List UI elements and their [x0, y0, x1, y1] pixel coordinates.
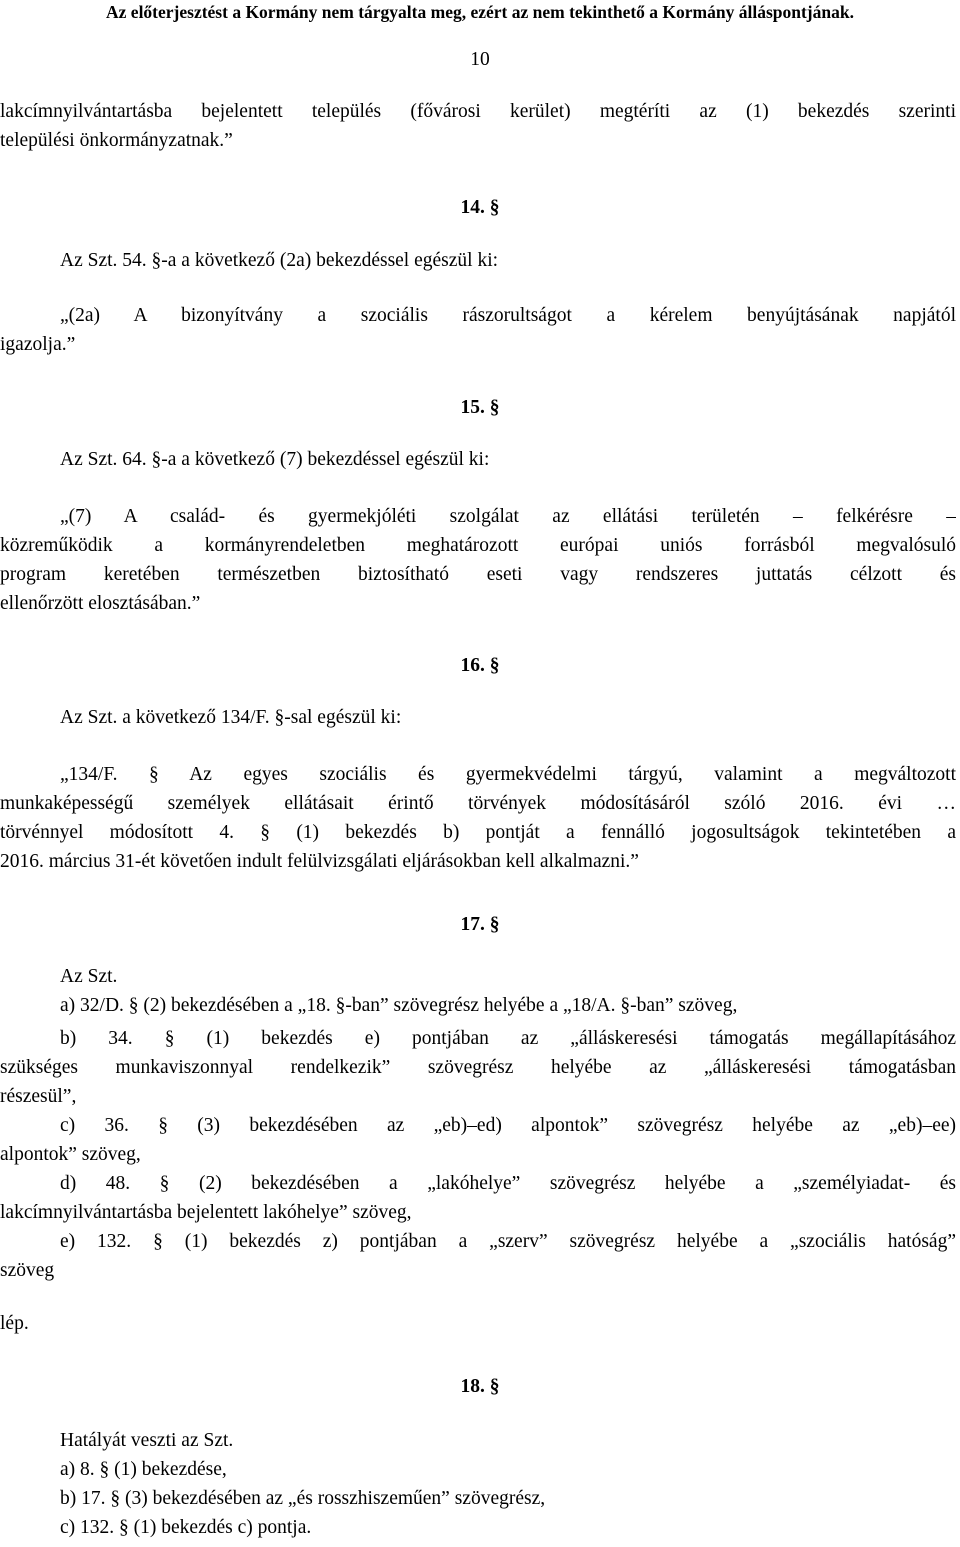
item-line: részesül”, — [0, 1086, 77, 1107]
item-line: c) 36. § (3) bekezdésében az „eb)–ed) alpontok” szövegrész helyébe az „eb)–ee) — [60, 1115, 956, 1136]
section-16-quote — [0, 760, 956, 876]
section-15-quote — [0, 502, 956, 618]
quote-line: közreműködik a kormányrendeletben meghatározott európai uniós forrásból megvalósuló — [0, 535, 956, 556]
page-number: 10 — [470, 49, 490, 70]
item-line: szükséges munkaviszonnyal rendelkezik” szövegrész helyébe az „álláskeresési támogatásban — [0, 1057, 956, 1078]
amendment-item-b — [0, 1024, 956, 1111]
item-line: alpontok” szöveg, — [0, 1144, 141, 1165]
section-16-lead: Az Szt. a következő 134/F. §-sal egészül ki: — [60, 707, 402, 728]
section-17-heading: 17. § — [460, 914, 500, 935]
intro-line: települési önkormányzatnak.” — [0, 130, 233, 151]
quote-line: ellenőrzött elosztásában.” — [0, 593, 201, 614]
repeal-item-b: b) 17. § (3) bekezdésében az „és rosszhiszeműen” szövegrész, — [60, 1488, 546, 1509]
item-line: szöveg — [0, 1260, 55, 1281]
item-line: lakcímnyilvántartásba bejelentett lakóhelye” szöveg, — [0, 1202, 412, 1223]
amendment-closing: lép. — [0, 1313, 29, 1334]
repeal-item-a: a) 8. § (1) bekezdése, — [60, 1459, 227, 1480]
repeal-item-c: c) 132. § (1) bekezdés c) pontja. — [60, 1517, 312, 1538]
section-16-heading: 16. § — [460, 655, 500, 676]
section-15-heading: 15. § — [460, 397, 500, 418]
intro-paragraph — [0, 97, 956, 155]
quote-line: „(2a) A bizonyítvány a szociális rászorultságot a kérelem benyújtásának napjától — [60, 305, 956, 326]
amendment-item-e — [0, 1227, 956, 1285]
amendment-item-d — [0, 1169, 956, 1227]
section-15-lead: Az Szt. 64. §-a a következő (7) bekezdéssel egészül ki: — [60, 449, 490, 470]
quote-line: 2016. március 31-ét követően indult felülvizsgálati eljárásokban kell alkalmazni.” — [0, 851, 639, 872]
quote-line: „(7) A család- és gyermekjóléti szolgálat az ellátási területén – felkérésre – — [60, 506, 956, 527]
amendment-item-c — [0, 1111, 956, 1169]
item-line: b) 34. § (1) bekezdés e) pontjában az „álláskeresési támogatás megállapításához — [60, 1028, 956, 1049]
quote-line: program keretében természetben biztosítható eseti vagy rendszeres juttatás célzott és — [0, 564, 956, 585]
quote-line: munkaképességű személyek ellátásait érintő törvények módosításáról szóló 2016. évi … — [0, 793, 956, 814]
section-17-lead: Az Szt. — [60, 966, 118, 987]
section-18-heading: 18. § — [460, 1376, 500, 1397]
item-line: d) 48. § (2) bekezdésében a „lakóhelye” szövegrész helyébe a „személyiadat- és — [60, 1173, 956, 1194]
intro-line: lakcímnyilvántartásba bejelentett település (fővárosi kerület) megtéríti az (1) bekezdés szerinti — [0, 101, 956, 122]
draft-notice-header: Az előterjesztést a Kormány nem tárgyalta meg, ezért az nem tekinthető a Kormány álláspontjának. — [106, 2, 854, 22]
item-line: e) 132. § (1) bekezdés z) pontjában a „szerv” szövegrész helyébe a „szociális hatóság” — [60, 1231, 956, 1252]
section-14-quote — [0, 301, 956, 359]
section-14-heading: 14. § — [460, 197, 500, 218]
section-14-lead: Az Szt. 54. §-a a következő (2a) bekezdéssel egészül ki: — [60, 250, 499, 271]
quote-line: igazolja.” — [0, 334, 76, 355]
quote-line: törvénnyel módosított 4. § (1) bekezdés b) pontját a fennálló jogosultságok tekintetében a — [0, 822, 956, 843]
section-18-lead: Hatályát veszti az Szt. — [60, 1430, 234, 1451]
amendment-item-a: a) 32/D. § (2) bekezdésében a „18. §-ban” szövegrész helyébe a „18/A. §-ban” szöveg, — [60, 995, 738, 1016]
quote-line: „134/F. § Az egyes szociális és gyermekvédelmi tárgyú, valamint a megváltozott — [60, 764, 956, 785]
